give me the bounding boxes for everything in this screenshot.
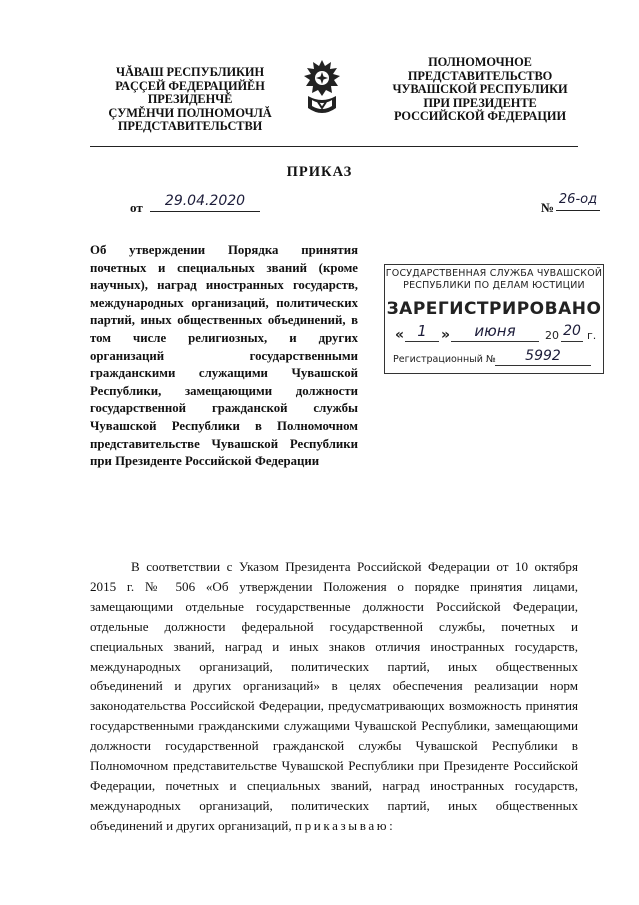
stamp-year-unit: г.	[587, 329, 597, 342]
stamp-year-prefix: 20	[545, 329, 559, 342]
date-label: от	[130, 200, 143, 215]
document-title: ПРИКАЗ	[286, 164, 353, 180]
order-body	[90, 557, 578, 836]
number-value: 26-од	[556, 190, 600, 211]
number-label: №	[541, 200, 555, 215]
stamp-reg-number: 5992	[495, 347, 591, 366]
stamp-agency-line1: ГОСУДАРСТВЕННАЯ СЛУЖБА ЧУВАШСКОЙ	[385, 268, 603, 279]
stamp-registered: ЗАРЕГИСТРИРОВАНО	[386, 299, 602, 319]
date-value: 29.04.2020	[150, 192, 260, 212]
registration-stamp	[384, 264, 604, 374]
body-paragraph: В соответствии с Указом Президента Российской Федерации от 10 октября 2015 г. № 506 «Об утверждении Положения о порядке принятия лицами, замещающими отдельные государственные должности Российской Федерации, отдельные должности федеральной государственной службы, почетных и специальных званий, наград и иных знаков отличия иностранных государств, международных организаций, политических партий, иных общественных объединений и других организаций» в целях обеспечения реализации норм законодательства Российской Федерации, предусматривающих возможность принятия государственными гражданскими служащими Чувашской Республики, замещающими должности государственной гражданской службы Чувашской Республики в Полномочном представительстве Чувашской Республики при Президенте Российской Федерации, почетных и специальных званий, наград иностранных государств, международных организаций, политических партий, иных общественных объединений и других организаций,	[90, 559, 578, 833]
chuvash-emblem-icon	[298, 56, 346, 120]
stamp-quote-open: «	[395, 327, 405, 343]
body-command: приказываю:	[295, 817, 396, 833]
header-left-org: ЧĂВАШ РЕСПУБЛИКИН РАÇÇЕЙ ФЕДЕРАЦИЙĚН ПРЕЗИДЕНЧĚ ÇУМĚНЧИ ПОЛНОМОЧЛĂ ПРЕДСТАВИТЕЛЬСТВИ	[108, 65, 272, 134]
order-subject: Об утверждении Порядка принятия почетных и специальных званий (кроме научных), наград иностранных государств, международных организаций, политических партий, иных общественных объединений, в том числе религиозных, и других организаций государственными гражданскими служащими Чувашской Республики, замещающими должности государственной гражданской службы Чувашской Республики в Полномочном представительстве Чувашской Республики при Президенте Российской Федерации	[90, 243, 358, 469]
stamp-year-suffix: 20	[561, 321, 583, 342]
stamp-month: июня	[451, 321, 539, 342]
stamp-reg-label: Регистрационный №	[393, 354, 496, 365]
header-right-org: ПОЛНОМОЧНОЕ ПРЕДСТАВИТЕЛЬСТВО ЧУВАШСКОЙ РЕСПУБЛИКИ ПРИ ПРЕЗИДЕНТЕ РОССИЙСКОЙ ФЕДЕРАЦИИ	[392, 55, 568, 124]
stamp-quote-close: »	[441, 327, 451, 343]
stamp-day: 1	[405, 321, 439, 342]
header-divider	[90, 146, 578, 147]
stamp-agency-line2: РЕСПУБЛИКИ ПО ДЕЛАМ ЮСТИЦИИ	[403, 280, 585, 291]
